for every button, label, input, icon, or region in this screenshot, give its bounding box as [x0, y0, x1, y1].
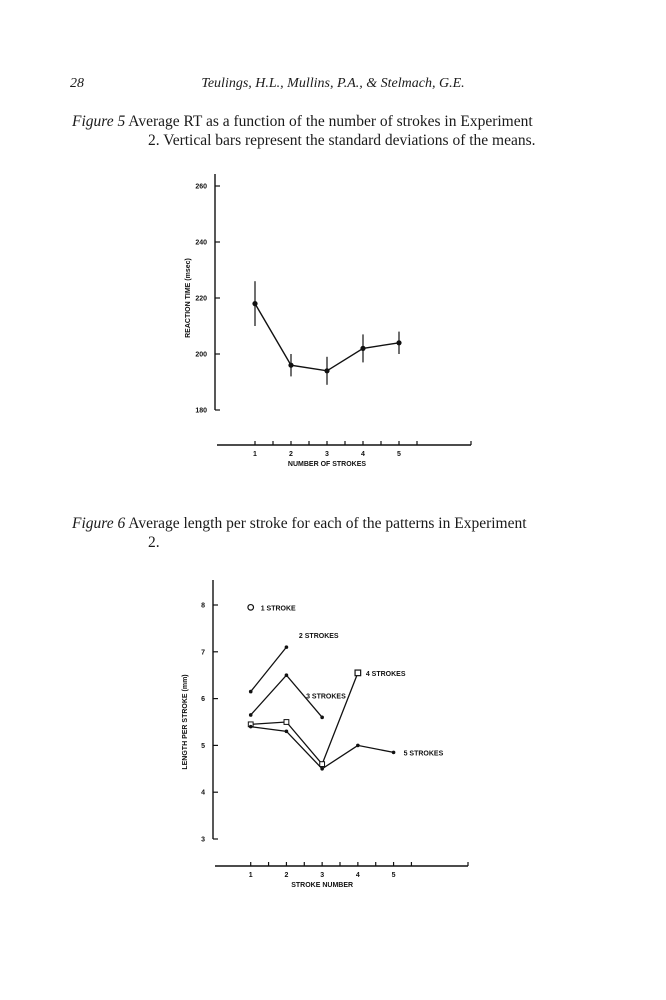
stroke-series-3-point — [320, 716, 324, 720]
y-axis-label: LENGTH PER STROKE (mm) — [182, 674, 189, 770]
y-tick-label: 180 — [195, 407, 207, 415]
x-tick-label: 5 — [391, 872, 396, 879]
x-tick-label: 2 — [284, 872, 289, 879]
figure-6-caption-line1: Average length per stroke for each of the patterns in Experiment — [128, 515, 527, 532]
figure-6-caption-line2: 2. — [148, 534, 160, 551]
stroke-series-1-point — [248, 605, 254, 611]
data-point — [288, 363, 293, 368]
figure-5-caption-line2: 2. Vertical bars represent the standard deviations of the means. — [148, 132, 536, 149]
stroke-series-5-point — [356, 744, 360, 748]
figure-5-caption-line1: Average RT as a function of the number of strokes in Experiment — [128, 113, 533, 130]
y-tick-label: 6 — [201, 696, 205, 704]
x-tick-label: 4 — [361, 451, 365, 458]
x-tick-label: 3 — [325, 451, 329, 458]
figure-6-caption — [72, 514, 612, 552]
stroke-series-4-point — [320, 762, 325, 767]
y-tick-label: 220 — [195, 295, 207, 303]
stroke-series-5-point — [249, 725, 253, 729]
y-tick-label: 200 — [195, 351, 207, 359]
page-number: 28 — [70, 76, 84, 91]
y-tick-label: 7 — [201, 649, 205, 657]
x-tick-label: 1 — [253, 451, 257, 458]
stroke-series-5-label: 5 STROKES — [403, 750, 444, 758]
running-head: Teulings, H.L., Mullins, P.A., & Stelmach, G.E. — [201, 76, 465, 91]
figure-5-chart — [0, 170, 666, 500]
x-tick-label: 2 — [289, 451, 293, 458]
stroke-series-5-point — [392, 751, 396, 755]
figure-6-label: Figure 6 — [72, 515, 126, 532]
stroke-series-2-point — [285, 645, 289, 649]
stroke-series-5-point — [320, 767, 324, 771]
data-point — [324, 368, 329, 373]
x-axis-label: NUMBER OF STROKES — [287, 461, 367, 468]
y-tick-label: 5 — [201, 742, 205, 750]
y-tick-label: 240 — [195, 239, 207, 247]
data-point — [396, 340, 401, 345]
y-tick-label: 8 — [201, 602, 205, 610]
figure-5-label: Figure 5 — [72, 113, 126, 130]
stroke-series-3-label: 3 STROKES — [306, 693, 346, 701]
figure-6-chart — [0, 576, 666, 906]
x-tick-label: 1 — [248, 872, 253, 879]
data-point — [252, 301, 257, 306]
x-axis-label: STROKE NUMBER — [291, 882, 354, 889]
stroke-series-4-point — [284, 720, 289, 725]
stroke-series-4-point — [355, 670, 361, 676]
x-tick-label: 3 — [320, 872, 325, 879]
figure-5-caption — [72, 112, 612, 150]
y-axis-label: REACTION TIME (msec) — [185, 258, 192, 338]
stroke-series-4-label: 4 STROKES — [365, 670, 406, 678]
x-tick-label: 5 — [397, 451, 401, 458]
stroke-series-3-point — [285, 673, 289, 677]
stroke-series-5-point — [285, 730, 289, 734]
stroke-series-2-label: 2 STROKES — [298, 632, 339, 640]
data-point — [360, 346, 365, 351]
y-tick-label: 4 — [201, 789, 205, 797]
y-tick-label: 3 — [201, 836, 205, 844]
y-tick-label: 260 — [195, 183, 207, 191]
stroke-series-3-point — [249, 713, 253, 717]
stroke-series-2-point — [249, 690, 253, 694]
stroke-series-2-line — [251, 647, 287, 691]
x-tick-label: 4 — [355, 872, 360, 879]
stroke-series-1-label: 1 STROKE — [260, 605, 296, 613]
